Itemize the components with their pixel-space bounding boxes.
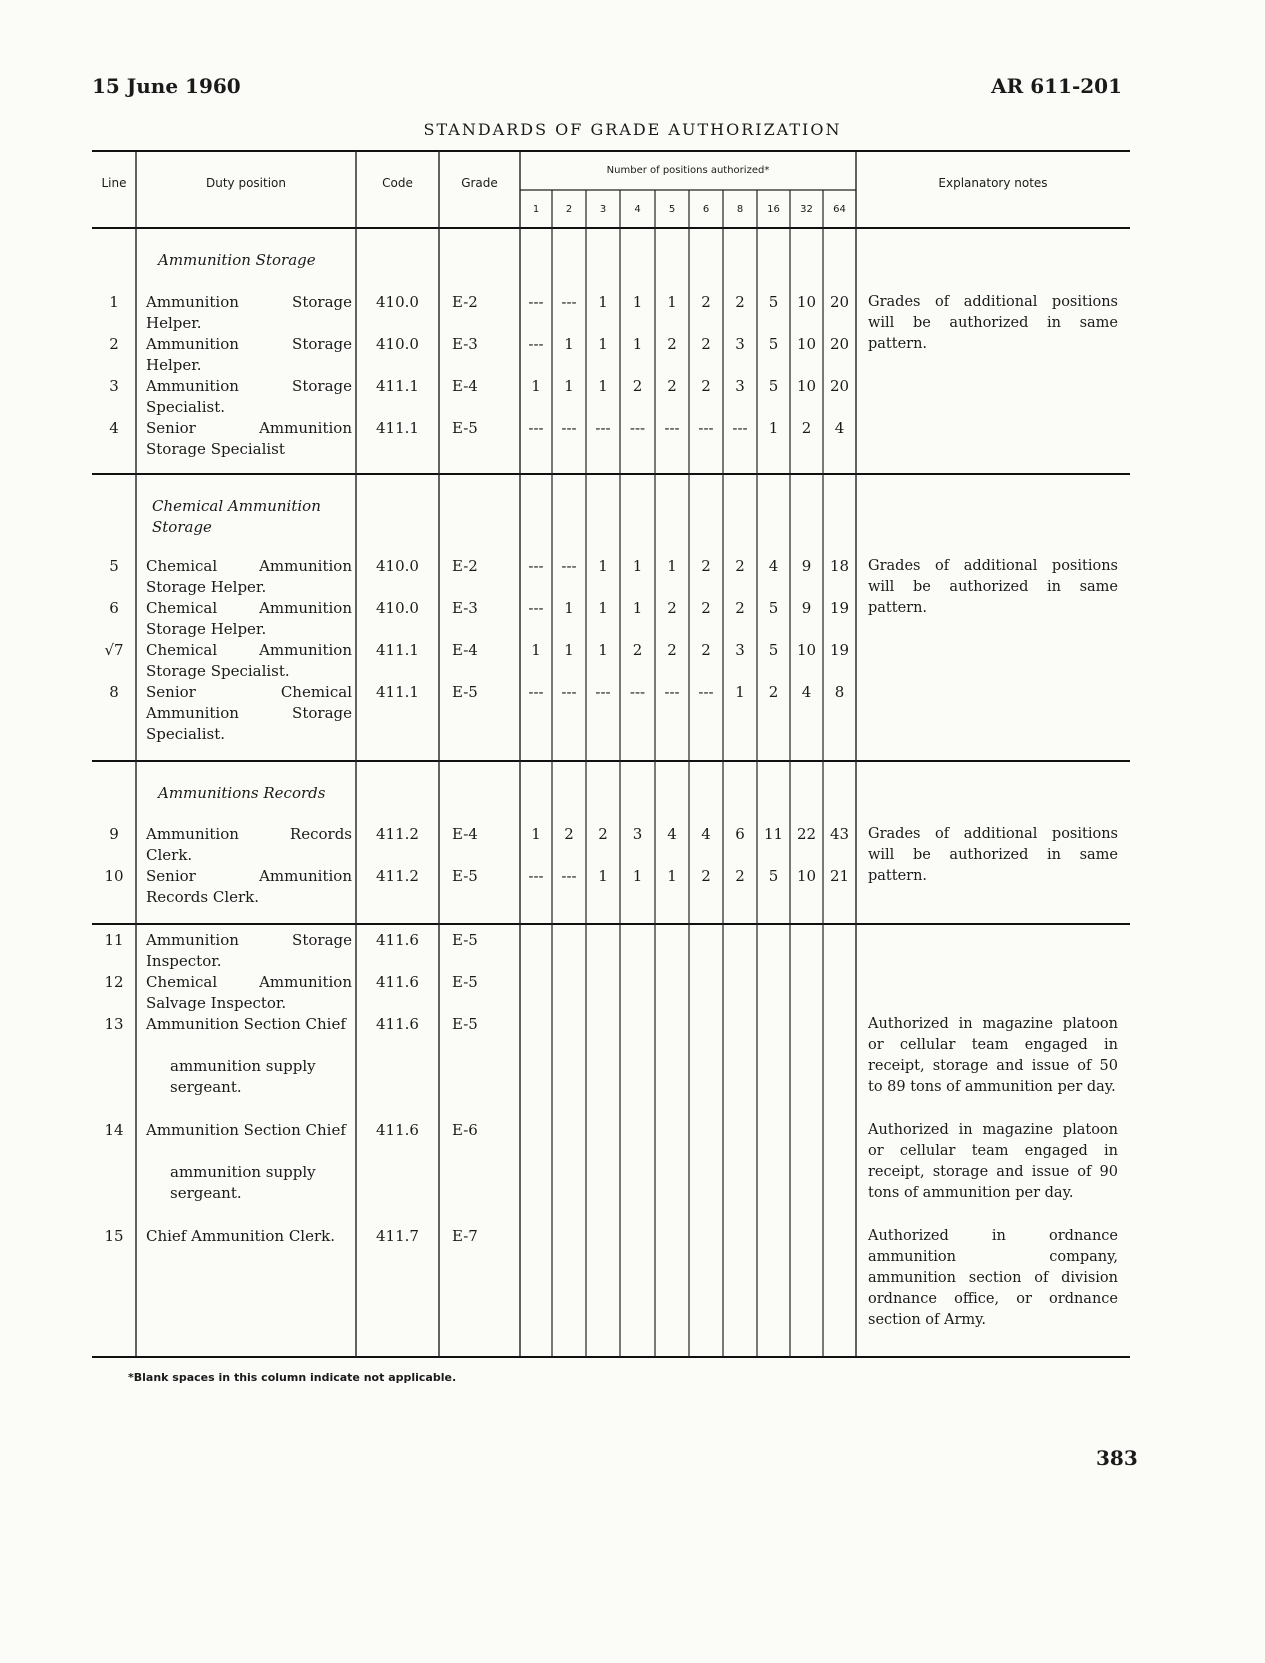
row-code: 411.6 xyxy=(376,1015,419,1033)
row-duty-position: Chief Ammunition Clerk. xyxy=(146,1227,335,1245)
row-count: --- xyxy=(561,557,577,575)
row-count: 2 xyxy=(801,419,812,437)
row-line-number: 11 xyxy=(104,931,124,949)
count-header-6: 6 xyxy=(702,204,710,215)
row-count: 8 xyxy=(834,683,845,701)
count-header-5: 5 xyxy=(668,204,676,215)
row-count: 2 xyxy=(667,599,677,617)
row-explanatory-note: Grades of additional positions will be authorized in same pattern. xyxy=(868,294,1118,352)
row-count: 9 xyxy=(801,599,812,617)
row-count: 22 xyxy=(796,825,817,843)
row-grade: E-5 xyxy=(452,683,478,701)
row-duty-position: Chemical Ammunition Storage Helper. xyxy=(146,599,352,638)
row-line-number: 12 xyxy=(104,973,124,991)
row-count: 1 xyxy=(667,557,677,575)
row-count: 5 xyxy=(768,867,779,885)
row-count: 5 xyxy=(768,377,779,395)
row-duty-position: Chemical Ammunition Salvage Inspector. xyxy=(146,973,352,1012)
row-count: 1 xyxy=(632,293,643,311)
row-code: 411.6 xyxy=(376,973,419,991)
row-count: 20 xyxy=(829,377,850,395)
row-count: 1 xyxy=(598,641,608,659)
col-header-code: Code xyxy=(382,176,413,190)
row-count: 43 xyxy=(829,825,850,843)
row-code: 411.1 xyxy=(376,683,419,701)
row-line-number: 5 xyxy=(109,557,119,575)
row-grade: E-5 xyxy=(452,931,478,949)
row-code: 411.6 xyxy=(376,1121,419,1139)
row-explanatory-note: Authorized in magazine platoon or cellular team engaged in receipt, storage and issue of 50 to 89 tons of ammunition per day. xyxy=(868,1016,1118,1095)
row-count: 1 xyxy=(598,867,608,885)
row-count: 2 xyxy=(701,293,711,311)
col-header-notes: Explanatory notes xyxy=(938,176,1048,190)
row-line-number: 14 xyxy=(104,1121,124,1139)
row-count: 4 xyxy=(667,825,677,843)
row-count: --- xyxy=(732,419,748,437)
row-count: 2 xyxy=(701,377,711,395)
row-count: 2 xyxy=(598,825,608,843)
row-count: 2 xyxy=(667,641,677,659)
row-code: 410.0 xyxy=(376,557,419,575)
count-header-4: 4 xyxy=(634,204,641,215)
row-code: 411.2 xyxy=(376,867,419,885)
row-code: 411.1 xyxy=(376,377,419,395)
row-count: 21 xyxy=(829,867,850,885)
row-line-number: 6 xyxy=(109,599,119,617)
row-count: --- xyxy=(561,683,577,701)
page-title: STANDARDS OF GRADE AUTHORIZATION xyxy=(423,120,842,139)
row-duty-position: Ammunition Records Clerk. xyxy=(146,825,352,864)
row-line-number: 9 xyxy=(109,825,119,843)
row-grade: E-5 xyxy=(452,1015,478,1033)
row-count: 20 xyxy=(829,293,850,311)
row-count: 1 xyxy=(564,335,574,353)
row-count: 1 xyxy=(768,419,779,437)
row-code: 411.1 xyxy=(376,419,419,437)
row-duty-subtitle: ammunition supply sergeant. xyxy=(170,1057,316,1096)
row-count: 5 xyxy=(768,599,779,617)
row-count: --- xyxy=(528,867,544,885)
row-count: 3 xyxy=(735,377,745,395)
row-count: --- xyxy=(528,683,544,701)
col-header-line: Line xyxy=(101,176,127,190)
row-count: --- xyxy=(595,683,611,701)
row-count: 1 xyxy=(598,599,608,617)
count-header-16: 16 xyxy=(767,204,780,215)
row-code: 410.0 xyxy=(376,293,419,311)
row-count: 2 xyxy=(632,377,643,395)
row-count: 4 xyxy=(834,419,845,437)
row-line-number: 3 xyxy=(109,377,119,395)
row-count: 9 xyxy=(801,557,812,575)
row-duty-position: Ammunition Section Chief xyxy=(146,1015,346,1033)
row-count: 2 xyxy=(701,335,711,353)
col-header-group: Number of positions authorized* xyxy=(606,165,770,176)
count-header-2: 2 xyxy=(565,204,573,215)
row-duty-position: Ammunition Storage Inspector. xyxy=(146,931,352,970)
row-grade: E-6 xyxy=(452,1121,478,1139)
row-count: 1 xyxy=(735,683,745,701)
row-duty-subtitle: ammunition supply sergeant. xyxy=(170,1163,316,1202)
row-grade: E-4 xyxy=(452,825,478,843)
row-code: 411.6 xyxy=(376,931,419,949)
row-explanatory-note: Authorized in ordnance ammunition company, ammunition section of division ordnance office, or ordnance section of Army. xyxy=(868,1228,1118,1328)
row-count: 2 xyxy=(701,867,711,885)
row-grade: E-4 xyxy=(452,377,478,395)
row-duty-position: Ammunition Storage Helper. xyxy=(146,335,352,374)
row-count: --- xyxy=(664,683,680,701)
col-header-grade: Grade xyxy=(461,176,498,190)
row-duty-position: Ammunition Section Chief xyxy=(146,1121,346,1139)
row-grade: E-5 xyxy=(452,419,478,437)
row-grade: E-3 xyxy=(452,599,478,617)
section-title-chemical-ammunition-storage xyxy=(152,496,352,538)
row-count: 6 xyxy=(735,825,745,843)
row-count: 5 xyxy=(768,293,779,311)
row-count: 2 xyxy=(701,641,711,659)
row-count: 1 xyxy=(564,599,574,617)
row-count: 2 xyxy=(735,867,745,885)
row-count: 20 xyxy=(829,335,850,353)
row-count: 1 xyxy=(531,377,541,395)
row-count: 1 xyxy=(632,867,643,885)
header-date: 15 June 1960 xyxy=(92,74,241,98)
row-count: 2 xyxy=(701,557,711,575)
row-count: 5 xyxy=(768,641,779,659)
row-count: 1 xyxy=(667,867,677,885)
row-count: --- xyxy=(664,419,680,437)
row-line-number: 1 xyxy=(109,293,119,311)
col-header-duty: Duty position xyxy=(206,176,286,190)
section-title-ammunition-storage: Ammunition Storage xyxy=(158,251,316,269)
row-count: 1 xyxy=(598,335,608,353)
row-explanatory-note: Authorized in magazine platoon or cellular team engaged in receipt, storage and issue of 90 tons of ammunition per day. xyxy=(868,1122,1118,1201)
row-count: --- xyxy=(528,335,544,353)
row-count: 10 xyxy=(796,867,817,885)
row-code: 411.1 xyxy=(376,641,419,659)
row-code: 410.0 xyxy=(376,599,419,617)
row-count: 3 xyxy=(735,641,745,659)
row-count: 19 xyxy=(829,599,850,617)
row-count: --- xyxy=(595,419,611,437)
row-count: 5 xyxy=(768,335,779,353)
row-explanatory-note: Grades of additional positions will be authorized in same pattern. xyxy=(868,826,1118,884)
row-count: 2 xyxy=(735,599,745,617)
table-footnote: *Blank spaces in this column indicate not applicable. xyxy=(128,1371,457,1384)
row-code: 411.7 xyxy=(376,1227,419,1245)
page-number: 383 xyxy=(1096,1446,1138,1470)
row-count: --- xyxy=(698,419,714,437)
row-count: 10 xyxy=(796,293,817,311)
row-count: 1 xyxy=(531,641,541,659)
row-count: 19 xyxy=(829,641,850,659)
row-count: 1 xyxy=(598,377,608,395)
row-count: 10 xyxy=(796,641,817,659)
row-duty-position: Senior Chemical Ammunition Storage Specialist. xyxy=(146,683,352,743)
header-regulation: AR 611-201 xyxy=(991,74,1122,98)
row-duty-position: Chemical Ammunition Storage Helper. xyxy=(146,557,352,596)
row-line-number: √7 xyxy=(104,641,124,659)
row-line-number: 15 xyxy=(104,1227,124,1245)
row-count: 4 xyxy=(701,825,711,843)
row-grade: E-5 xyxy=(452,867,478,885)
row-count: 18 xyxy=(829,557,850,575)
row-count: 10 xyxy=(796,377,817,395)
row-line-number: 13 xyxy=(104,1015,124,1033)
row-code: 410.0 xyxy=(376,335,419,353)
row-count: 2 xyxy=(564,825,574,843)
row-line-number: 2 xyxy=(109,335,119,353)
row-count: --- xyxy=(698,683,714,701)
row-grade: E-7 xyxy=(452,1227,478,1245)
row-line-number: 4 xyxy=(109,419,119,437)
row-grade: E-2 xyxy=(452,293,478,311)
row-explanatory-note: Grades of additional positions will be authorized in same pattern. xyxy=(868,558,1118,616)
row-count: --- xyxy=(528,557,544,575)
row-duty-position: Senior Ammunition Storage Specialist xyxy=(146,419,352,458)
row-count: --- xyxy=(528,293,544,311)
row-count: 11 xyxy=(763,825,784,843)
row-duty-position: Ammunition Storage Specialist. xyxy=(146,377,352,416)
row-count: --- xyxy=(561,419,577,437)
row-count: 2 xyxy=(735,293,745,311)
row-count: 1 xyxy=(564,641,574,659)
row-line-number: 8 xyxy=(109,683,119,701)
row-count: 1 xyxy=(632,599,643,617)
row-grade: E-3 xyxy=(452,335,478,353)
row-grade: E-5 xyxy=(452,973,478,991)
row-count: --- xyxy=(528,419,544,437)
row-line-number: 10 xyxy=(104,867,124,885)
row-count: 2 xyxy=(667,335,677,353)
row-duty-position: Ammunition Storage Helper. xyxy=(146,293,352,332)
row-count: 1 xyxy=(632,335,643,353)
count-header-64: 64 xyxy=(833,204,846,215)
row-count: 1 xyxy=(564,377,574,395)
row-count: 4 xyxy=(768,557,779,575)
count-header-1: 1 xyxy=(532,204,540,215)
row-count: 3 xyxy=(632,825,643,843)
count-header-32: 32 xyxy=(800,204,813,215)
row-count: 2 xyxy=(768,683,779,701)
row-duty-position: Senior Ammunition Records Clerk. xyxy=(146,867,352,906)
row-count: 1 xyxy=(598,293,608,311)
row-count: 1 xyxy=(598,557,608,575)
row-count: --- xyxy=(629,419,646,437)
row-count: 1 xyxy=(531,825,541,843)
row-code: 411.2 xyxy=(376,825,419,843)
row-grade: E-2 xyxy=(452,557,478,575)
count-header-8: 8 xyxy=(736,204,744,215)
row-count: 2 xyxy=(667,377,677,395)
row-count: 10 xyxy=(796,335,817,353)
row-count: 2 xyxy=(735,557,745,575)
row-count: 1 xyxy=(632,557,643,575)
row-count: --- xyxy=(629,683,646,701)
row-grade: E-4 xyxy=(452,641,478,659)
row-count: --- xyxy=(528,599,544,617)
row-count: --- xyxy=(561,293,577,311)
section-title-ammunitions-records: Ammunitions Records xyxy=(158,784,326,802)
row-count: 1 xyxy=(667,293,677,311)
section-title-text: Chemical Ammunition Storage xyxy=(152,497,321,536)
row-count: 2 xyxy=(701,599,711,617)
row-count: 2 xyxy=(632,641,643,659)
row-count: --- xyxy=(561,867,577,885)
row-duty-position: Chemical Ammunition Storage Specialist. xyxy=(146,641,352,680)
row-count: 4 xyxy=(801,683,812,701)
count-header-3: 3 xyxy=(599,204,607,215)
row-count: 3 xyxy=(735,335,745,353)
